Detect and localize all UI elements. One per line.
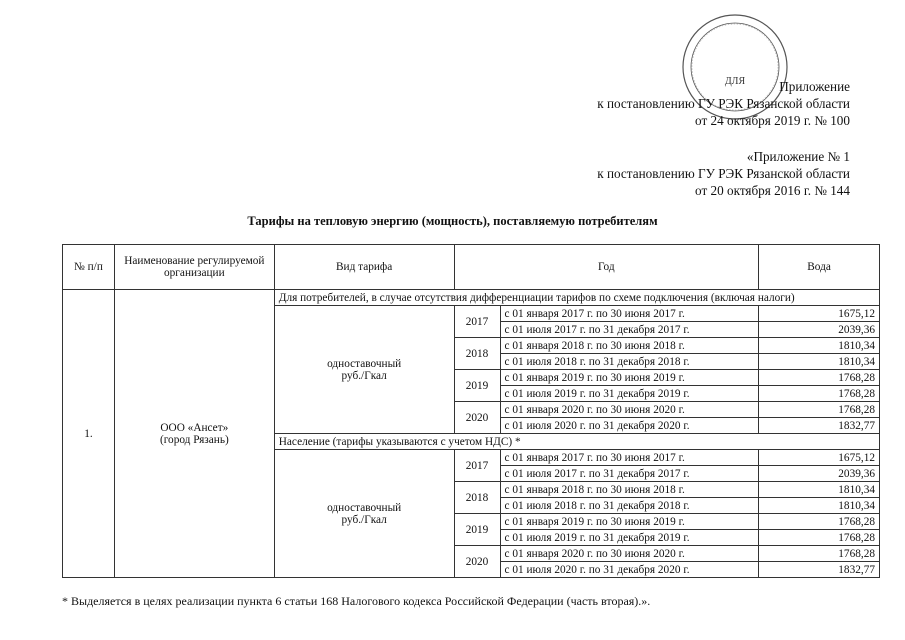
organization-name — [114, 290, 274, 578]
water-tariff-value: 1810,34 — [759, 338, 880, 354]
row-number: 1. — [63, 290, 115, 578]
water-tariff-value: 1810,34 — [759, 482, 880, 498]
period-cell: с 01 января 2018 г. по 30 июня 2018 г. — [500, 482, 759, 498]
period-cell: с 01 июля 2018 г. по 31 декабря 2018 г. — [500, 354, 759, 370]
tariff-unit: руб./Гкал — [341, 369, 387, 382]
period-cell: с 01 января 2018 г. по 30 июня 2018 г. — [500, 338, 759, 354]
original-appendix-header-line3: от 20 октября 2016 г. № 144 — [695, 183, 850, 198]
year-cell: 2019 — [454, 370, 500, 402]
col-header-organization: Наименование регулируемой организации — [114, 245, 274, 290]
original-appendix-header — [597, 148, 850, 199]
water-tariff-value: 1810,34 — [759, 354, 880, 370]
water-tariff-value: 1810,34 — [759, 498, 880, 514]
water-tariff-value: 1675,12 — [759, 450, 880, 466]
period-cell: с 01 июля 2020 г. по 31 декабря 2020 г. — [500, 562, 759, 578]
year-cell: 2020 — [454, 546, 500, 578]
original-appendix-header-line1: «Приложение № 1 — [746, 149, 850, 164]
water-tariff-value: 1768,28 — [759, 370, 880, 386]
water-tariff-value: 1768,28 — [759, 514, 880, 530]
table-header-row — [63, 245, 880, 290]
organization-name-line1: ООО «Ансет» — [160, 421, 229, 434]
period-cell: с 01 января 2020 г. по 30 июня 2020 г. — [500, 546, 759, 562]
year-cell: 2018 — [454, 338, 500, 370]
year-cell: 2017 — [454, 306, 500, 338]
footnote: * Выделяется в целях реализации пункта 6 статьи 168 Налогового кодекса Российской Федерации (часть вторая).». — [62, 594, 651, 608]
water-tariff-value: 1768,28 — [759, 530, 880, 546]
period-cell: с 01 июля 2017 г. по 31 декабря 2017 г. — [500, 322, 759, 338]
col-header-water: Вода — [759, 245, 880, 290]
year-cell: 2017 — [454, 450, 500, 482]
organization-name-line2: (город Рязань) — [159, 433, 229, 446]
appendix-header — [597, 78, 850, 129]
stamp-label: ДЛЯ — [724, 76, 746, 87]
period-cell: с 01 января 2019 г. по 30 июня 2019 г. — [500, 514, 759, 530]
water-tariff-value: 1768,28 — [759, 546, 880, 562]
period-cell: с 01 июля 2019 г. по 31 декабря 2019 г. — [500, 386, 759, 402]
period-cell: с 01 июля 2018 г. по 31 декабря 2018 г. — [500, 498, 759, 514]
tariff-type — [274, 306, 454, 434]
period-cell: с 01 января 2019 г. по 30 июня 2019 г. — [500, 370, 759, 386]
tariff-unit: руб./Гкал — [341, 513, 387, 526]
appendix-header-line2: к постановлению ГУ РЭК Рязанской области — [597, 96, 850, 111]
col-header-number: № п/п — [63, 245, 115, 290]
water-tariff-value: 1832,77 — [759, 562, 880, 578]
water-tariff-value: 2039,36 — [759, 322, 880, 338]
water-tariff-value: 1675,12 — [759, 306, 880, 322]
group-label-row — [63, 290, 880, 306]
tariff-type-line1: одноставочный — [327, 501, 402, 514]
period-cell: с 01 января 2017 г. по 30 июня 2017 г. — [500, 306, 759, 322]
consumer-group-label: Население (тарифы указываются с учетом НДС) * — [274, 434, 879, 450]
water-tariff-value: 1832,77 — [759, 418, 880, 434]
period-cell: с 01 января 2020 г. по 30 июня 2020 г. — [500, 402, 759, 418]
appendix-header-line3: от 24 октября 2019 г. № 100 — [695, 113, 850, 128]
period-cell: с 01 июля 2017 г. по 31 декабря 2017 г. — [500, 466, 759, 482]
original-appendix-header-line2: к постановлению ГУ РЭК Рязанской области — [597, 166, 850, 181]
consumer-group-label: Для потребителей, в случае отсутствия дифференциации тарифов по схеме подключения (включая налоги) — [274, 290, 879, 306]
document-title: Тарифы на тепловую энергию (мощность), поставляемую потребителям — [247, 214, 658, 228]
period-cell: с 01 июля 2020 г. по 31 декабря 2020 г. — [500, 418, 759, 434]
appendix-header-line1: Приложение — [779, 79, 850, 94]
water-tariff-value: 1768,28 — [759, 402, 880, 418]
tariff-type-line1: одноставочный — [327, 357, 402, 370]
col-header-year: Год — [454, 245, 759, 290]
period-cell: с 01 января 2017 г. по 30 июня 2017 г. — [500, 450, 759, 466]
period-cell: с 01 июля 2019 г. по 31 декабря 2019 г. — [500, 530, 759, 546]
tariff-table-body — [63, 245, 880, 578]
year-cell: 2018 — [454, 482, 500, 514]
tariff-type — [274, 450, 454, 578]
year-cell: 2020 — [454, 402, 500, 434]
year-cell: 2019 — [454, 514, 500, 546]
tariff-table — [62, 244, 880, 578]
water-tariff-value: 1768,28 — [759, 386, 880, 402]
water-tariff-value: 2039,36 — [759, 466, 880, 482]
col-header-tariff-type: Вид тарифа — [274, 245, 454, 290]
